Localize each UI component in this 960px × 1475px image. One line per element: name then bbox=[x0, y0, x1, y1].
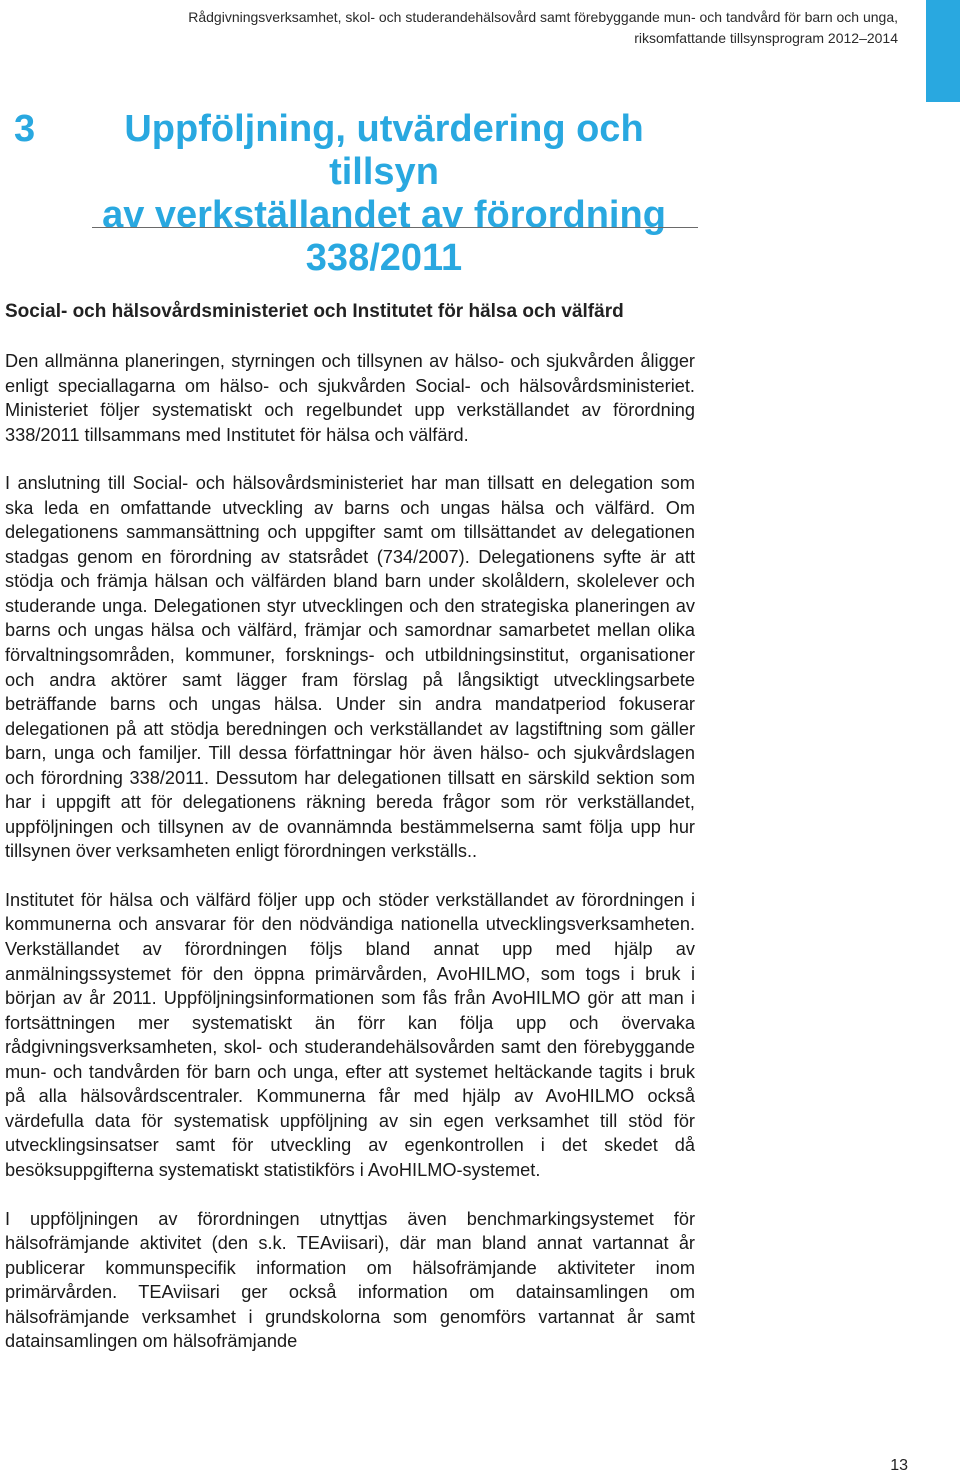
body-text bbox=[5, 349, 695, 1354]
chapter-title-line-3: 338/2011 bbox=[305, 237, 463, 279]
section-heading: Social- och hälsovårdsministeriet och Institutet för hälsa och välfärd bbox=[5, 301, 624, 322]
paragraph: I uppföljningen av förordningen utnyttjas även benchmarkingsystemet för hälsofrämjande aktivitet (den s.k. TEAviisari), där man bland annat vartannat år publicerar kommunspecifik information om hälsofrämjande aktiviteter inom primärvården. TEAviisari ger också information om datainsamlingen om hälsofrämjande verksamhet i grundskolorna som genomförs vartannat år samt datainsamlingen om hälsofrämjande bbox=[5, 1208, 695, 1352]
title-divider bbox=[92, 227, 698, 228]
paragraph: I anslutning till Social- och hälsovårdsministeriet har man tillsatt en delegation som ska leda en omfattande utveckling av barns och ungas hälsa och välfärd. Om delegationens sammansättning och uppgifter samt om tillsättandet av delegationen stadgas genom en förordning av statsrådet (734/2007). Delegationens syfte är att stödja och främja hälsan och välfärden bland barn under skolåldern, skolelever och studerande unga. Delegationen styr utvecklingen och den strategiska planeringen av barns och ungas hälsa och välfärd, främjar och samordnar samarbetet mellan olika förvaltningsområden, kommuner, forsknings- och utbildningsinstitut, organisationer och andra aktörer samt lägger fram förslag på långsiktigt utvecklingsarbete beträffande barns och ungas hälsa. Under sin andra mandatperiod fokuserar delegationen på att stödja beredningen och verkställandet av lagstiftning som gäller barn, unga och familjer. Till dessa författningar hör även hälso- och sjukvårdslagen och förordning 338/2011. Dessutom har delegationen tillsatt en särskild sektion som har i uppgift att för delegationens räkning bereda frågor som rör verkställandet, uppföljningen och tillsynen av de ovannämnda bestämmelserna samt följa upp hur tillsynen över verksamheten enligt förordningen verkställs.. bbox=[5, 473, 695, 862]
paragraph: Den allmänna planeringen, styrningen och tillsynen av hälso- och sjukvården åligger enligt speciallagarna om hälso- och sjukvården Social- och hälsovårdsministeriet. Ministeriet följer systematiskt och regelbundet upp verkställandet av förordning 338/2011 tillsammans med Institutet för hälsa och välfärd. bbox=[5, 351, 695, 445]
running-header-line-1: Rådgivningsverksamhet, skol- och studerandehälsovård samt förebyggande mun- och tandvård för barn och unga, bbox=[188, 9, 898, 25]
page-number: 13 bbox=[890, 1457, 908, 1474]
chapter-heading bbox=[14, 108, 698, 280]
chapter-number: 3 bbox=[14, 108, 36, 150]
paragraph: Institutet för hälsa och välfärd följer upp och stöder verkställandet av förordningen i kommunerna och ansvarar för den nödvändiga nationella utvecklingsverksamheten. Verkställandet av förordningen följs bland annat upp med hjälp av anmälningssystemet för den öppna primärvården, AvoHILMO, som togs i bruk i början av år 2011. Uppföljningsinformationen som fås från AvoHILMO gör att man i fortsättningen mer systematiskt än förr kan följa upp och övervaka rådgivningsverksamheten, skol- och studerandehälsovården samt den förebyggande mun- och tandvården för barn och unga, efter att systemet heltäckande tagits i bruk på alla hälsovårdscentraler. Kommunerna får med hjälp av AvoHILMO också värdefulla data för systematisk uppföljning av sin egen verksamhet till stöd för utvecklingsinsatser samt för utveckling av egenkontrollen i det skedet då besöksuppgifterna systematiskt statistikförs i AvoHILMO-systemet. bbox=[5, 889, 695, 1180]
chapter-title-line-1: Uppföljning, utvärdering och tillsyn bbox=[124, 108, 644, 193]
running-header-line-2: riksomfattande tillsynsprogram 2012–2014 bbox=[634, 30, 898, 46]
running-header bbox=[78, 7, 898, 49]
chapter-title-line-2: av verkställandet av förordning bbox=[102, 194, 666, 236]
chapter-tab-marker bbox=[926, 0, 960, 102]
